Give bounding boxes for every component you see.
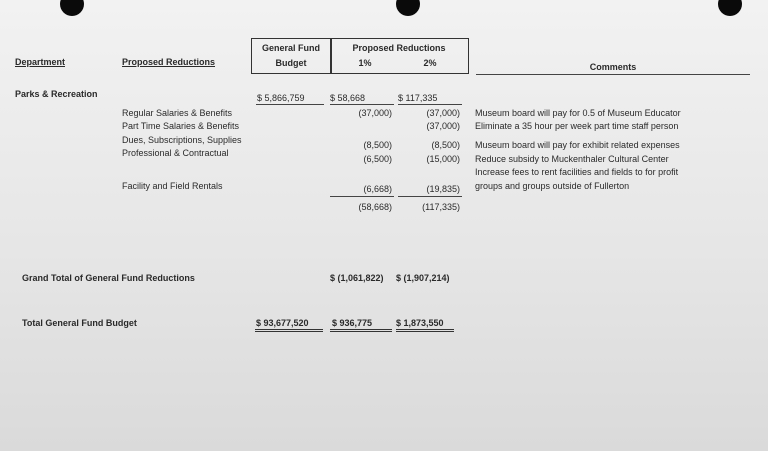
line-item-comment: groups and groups outside of Fullerton (475, 181, 630, 191)
department-budget: $ 5,866,759 (257, 93, 305, 103)
line-item-2pct: (37,000) (426, 121, 460, 131)
line-item-label: Part Time Salaries & Benefits (122, 121, 240, 131)
line-item-comment: Reduce subsidy to Muckenthaler Cultural Center (475, 154, 669, 164)
header-gf-budget-line1: General Fund (261, 43, 320, 53)
total-budget-2pct: $ 1,873,550 (396, 318, 444, 328)
grand-total-2pct: $ (1,907,214) (396, 273, 450, 283)
subtotal-rule (330, 196, 394, 197)
line-item-2pct: (15,000) (426, 154, 460, 164)
line-item-2pct: (8,500) (431, 140, 460, 150)
line-item-label: Dues, Subscriptions, Supplies (122, 135, 242, 145)
department-total-2pct: $ 117,335 (398, 93, 438, 103)
total-budget-label: Total General Fund Budget (22, 318, 137, 328)
comments-underline (476, 74, 750, 75)
header-pct-2: 2% (423, 58, 437, 68)
subtotal-2pct: (117,335) (422, 202, 460, 212)
underline (330, 104, 394, 105)
department-name: Parks & Recreation (15, 89, 98, 99)
punch-hole (718, 0, 742, 16)
line-item-1pct: (8,500) (363, 140, 392, 150)
total-underline (330, 331, 392, 332)
line-item-comment-continued: Increase fees to rent facilities and fields to for profit (475, 167, 679, 177)
total-underline (255, 331, 323, 332)
line-item-label: Facility and Field Rentals (122, 181, 223, 191)
header-box-divider (330, 38, 332, 74)
line-item-2pct: (37,000) (426, 108, 460, 118)
line-item-comment: Museum board will pay for 0.5 of Museum Educator (475, 108, 681, 118)
grand-total-label: Grand Total of General Fund Reductions (22, 273, 195, 283)
line-item-1pct: (6,668) (363, 184, 392, 194)
underline (256, 104, 324, 105)
line-item-comment: Eliminate a 35 hour per week part time staff person (475, 121, 679, 131)
header-department: Department (15, 57, 66, 67)
punch-hole (396, 0, 420, 16)
subtotal-1pct: (58,668) (358, 202, 392, 212)
subtotal-rule (398, 196, 462, 197)
line-item-1pct: (37,000) (358, 108, 392, 118)
department-total-1pct: $ 58,668 (330, 93, 366, 103)
total-underline (396, 329, 454, 330)
header-gf-budget-line2: Budget (275, 58, 307, 68)
total-underline (255, 329, 323, 330)
total-budget-amount: $ 93,677,520 (256, 318, 309, 328)
line-item-label: Professional & Contractual (122, 148, 229, 158)
line-item-2pct: (19,835) (426, 184, 460, 194)
line-item-comment: Museum board will pay for exhibit related expenses (475, 140, 680, 150)
total-underline (330, 329, 392, 330)
grand-total-1pct: $ (1,061,822) (330, 273, 384, 283)
total-budget-1pct: $ 936,775 (332, 318, 373, 328)
underline (398, 104, 462, 105)
header-pct-1: 1% (358, 58, 372, 68)
punch-hole (60, 0, 84, 16)
line-item-label: Regular Salaries & Benefits (122, 108, 233, 118)
total-underline (396, 331, 454, 332)
header-proposed-reductions: Proposed Reductions (122, 57, 216, 67)
line-item-1pct: (6,500) (363, 154, 392, 164)
header-comments: Comments (589, 62, 637, 72)
header-proposed-reductions-group: Proposed Reductions (352, 43, 446, 53)
